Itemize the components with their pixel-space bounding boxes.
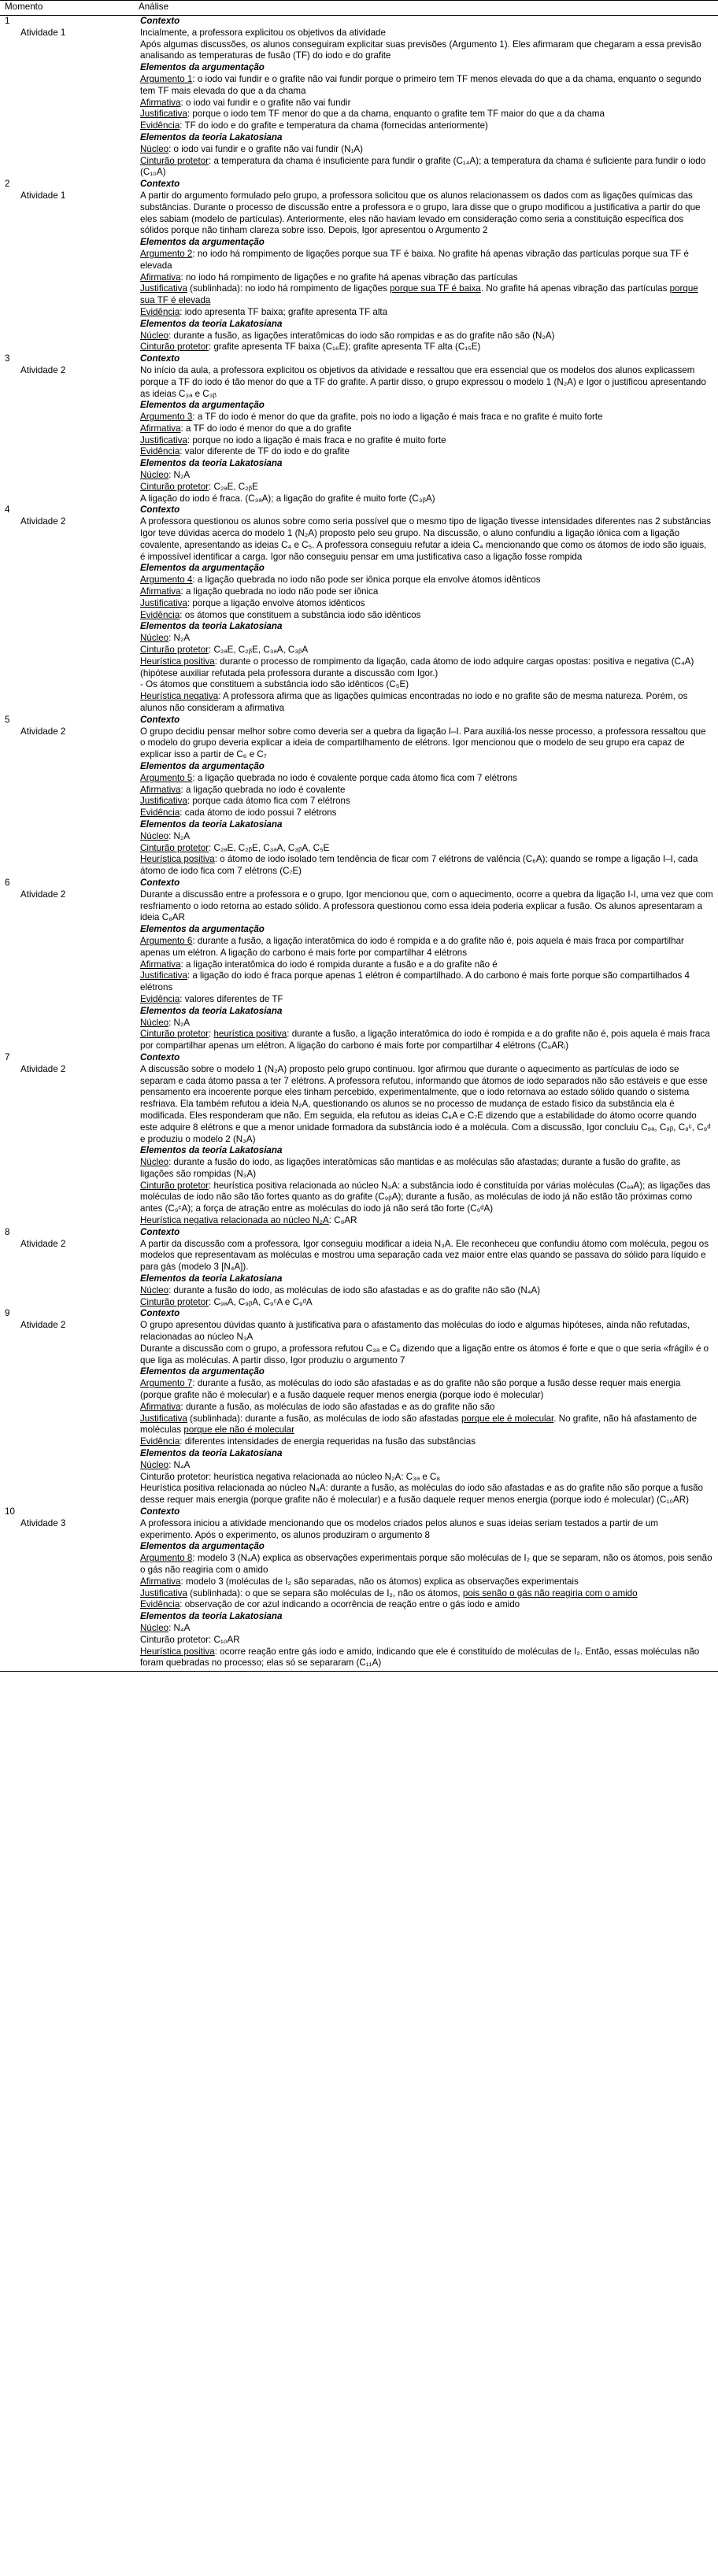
labeled-line xyxy=(140,1599,713,1611)
line-label: Heurística negativa xyxy=(140,691,219,702)
labeled-line xyxy=(140,482,713,493)
momento-number: 10 xyxy=(5,1506,15,1517)
labeled-line xyxy=(140,1157,713,1181)
line-label: Afirmativa xyxy=(140,959,181,970)
labeled-line xyxy=(140,109,713,120)
line-text: : no iodo há rompimento de ligações porque sua TF é baixa. No grafite há apenas vibração das partículas porque sua TF é elevada xyxy=(140,248,689,271)
paragraph: A professora questionou os alunos sobre como seria possível que o mesmo tipo de ligação tivesse intensidades diferentes nas 2 substâncias xyxy=(140,516,712,527)
line-label: Justificativa xyxy=(140,1587,187,1598)
momento-number: 1 xyxy=(5,16,10,26)
line-text: (sublinhada): no iodo há rompimento de ligações xyxy=(187,283,390,294)
activity-label: Atividade 1 xyxy=(20,190,66,201)
labeled-line xyxy=(140,1436,713,1448)
momento-cell xyxy=(0,1506,134,1672)
labeled-line xyxy=(140,773,713,785)
analise-cell xyxy=(134,16,718,179)
paragraph: O grupo apresentou dúvidas quanto à justificativa para o afastamento das moléculas do iodo e algumas hipóteses, ainda não refutadas, relacionadas ao núcleo N₃A xyxy=(140,1320,690,1343)
line-text: : valor diferente de TF do iodo e do grafite xyxy=(180,446,350,457)
line-text: : o átomo de iodo isolado tem tendência de ficar com 7 elétrons de valência (C₆A); quando se rompe a ligação I–I, cada átomo de iodo fica com 7 elétrons (C₇E) xyxy=(140,854,698,877)
labeled-line xyxy=(140,785,713,796)
line-label: Cinturão protetor xyxy=(140,645,209,656)
table-row xyxy=(0,715,718,878)
line-label: Evidência xyxy=(140,993,180,1004)
line-text: : N₄A xyxy=(168,1622,191,1633)
line-text: : heurística positiva relacionada ao núcleo N₃A: a substância iodo é constituída por várias moléculas (C₉ₐA); as ligações das moléculas de iodo não são tão fortes quanto as do grafite (C₉ᵦA); durante a fusão, as moléculas de iodo já não estão tão próximas como antes (C₉ᶜA); a força de atração entre as moléculas do iodo já não será tão forte (C₉ᵈA) xyxy=(140,1180,711,1214)
line-label: Evidência xyxy=(140,609,180,620)
labeled-line xyxy=(140,610,713,622)
paragraph: A professora iniciou a atividade mencionando que os modelos criados pelos alunos e suas ideias seriam testados a partir de um experimento. Após o experimento, os alunos produziram o argumento 8 xyxy=(140,1517,659,1540)
line-text: : C₂ₐE, C₂ᵦE, C₃ₐA, C₃ᵦA, C₅E xyxy=(209,842,330,853)
analise-cell xyxy=(134,1052,718,1227)
line-label: Afirmativa xyxy=(140,784,181,795)
labeled-line xyxy=(140,342,713,353)
line-text: : C₂ₐE, C₂ᵦE xyxy=(209,481,258,492)
momento-cell xyxy=(0,715,134,878)
table-row xyxy=(0,179,718,353)
section-heading: Elementos da argumentação xyxy=(140,563,265,574)
labeled-line xyxy=(140,831,713,843)
header-analise: Análise xyxy=(139,2,169,13)
table-row xyxy=(0,1308,718,1506)
table-row xyxy=(0,353,718,504)
line-text: (sublinhada): o que se separa são moléculas de I₂, não os átomos, xyxy=(187,1587,463,1598)
paragraph: Cinturão protetor: heurística negativa relacionada ao núcleo N₂A: C₃ₐ e C₈ xyxy=(140,1471,441,1482)
paragraph: Durante a discussão com o grupo, a professora refutou C₃ₐ e C₈ dizendo que a ligação entre os átomos é forte e que o que seria «frágil» é o que liga as moléculas. A partir disso, Igor produziu o argumento 7 xyxy=(140,1343,709,1366)
line-label: Núcleo xyxy=(140,1622,169,1633)
analise-cell xyxy=(134,878,718,1052)
table-row xyxy=(0,1506,718,1672)
line-text: : durante a fusão do iodo, as moléculas de iodo são afastadas e as do grafite não são (N₄A) xyxy=(168,1284,541,1295)
line-label: Argumento 1 xyxy=(140,73,193,84)
line-text: . No grafite há apenas vibração das partículas xyxy=(480,283,670,294)
labeled-line xyxy=(140,843,713,855)
table-row xyxy=(0,1052,718,1227)
labeled-line xyxy=(140,959,713,971)
momento-cell xyxy=(0,1227,134,1309)
momento-cell xyxy=(0,179,134,353)
line-text: : C₈AR xyxy=(328,1215,357,1226)
line-text: : modelo 3 (N₄A) explica as observações experimentais porque são moléculas de I₂ que se separam, não os átomos, pois senão o gás não reagiria com o amido xyxy=(140,1553,712,1575)
line-label: Núcleo xyxy=(140,1017,169,1028)
section-heading: Elementos da argumentação xyxy=(140,237,265,248)
activity-label: Atividade 2 xyxy=(20,889,66,900)
section-heading: Elementos da teoria Lakatosiana xyxy=(140,1448,283,1459)
line-label: Cinturão protetor xyxy=(140,1180,209,1191)
momento-number: 7 xyxy=(5,1051,10,1063)
labeled-line xyxy=(140,598,713,610)
section-heading: Elementos da teoria Lakatosiana xyxy=(140,318,283,329)
activity-label: Atividade 2 xyxy=(20,1238,66,1249)
labeled-line xyxy=(140,796,713,808)
analise-cell xyxy=(134,715,718,878)
analise-cell xyxy=(134,1308,718,1506)
line-text: : iodo apresenta TF baixa; grafite apresenta TF alta xyxy=(180,306,388,317)
section-heading: Elementos da teoria Lakatosiana xyxy=(140,131,283,142)
underlined-text: heurística positiva xyxy=(213,1029,287,1040)
labeled-line xyxy=(140,98,713,109)
line-label: Cinturão protetor xyxy=(140,342,209,353)
line-label: Argumento 2 xyxy=(140,248,193,259)
labeled-line xyxy=(140,1553,713,1576)
line-text: : N₂A xyxy=(168,633,191,644)
line-text: (sublinhada): durante a fusão, as moléculas de iodo são afastadas xyxy=(187,1413,461,1424)
labeled-line xyxy=(140,307,713,319)
line-label: Evidência xyxy=(140,120,180,131)
line-text: : a temperatura da chama é insuficiente para fundir o grafite (C₁₄A); a temperatura da chama é suficiente para fundir o iodo (C₁₀A) xyxy=(140,155,706,178)
table-row xyxy=(0,1227,718,1309)
momento-number: 3 xyxy=(5,353,10,364)
activity-label: Atividade 2 xyxy=(20,1320,66,1331)
underlined-text: porque sua TF é baixa xyxy=(390,283,481,294)
underlined-text: porque ele é molecular xyxy=(461,1413,554,1424)
line-label: Heurística positiva xyxy=(140,656,215,667)
line-label: Argumento 7 xyxy=(140,1378,193,1389)
line-text: : a ligação quebrada no iodo é covalente porque cada átomo fica com 7 elétrons xyxy=(192,772,517,783)
line-label: Núcleo xyxy=(140,143,169,154)
line-label: Afirmativa xyxy=(140,423,181,434)
line-label: Argumento 8 xyxy=(140,1553,193,1564)
line-text: : C₉ₐA, C₉ᵦA, C₉ᶜA e C₉ᵈA xyxy=(209,1296,313,1307)
line-text: : observação de cor azul indicando a ocorrência de reação entre o gás iodo e amido xyxy=(180,1599,520,1610)
labeled-line xyxy=(140,1029,713,1052)
line-text: : modelo 3 (moléculas de I₂ são separadas, não os átomos) explica as observações experimentais xyxy=(180,1576,579,1587)
labeled-line xyxy=(140,854,713,878)
analise-cell xyxy=(134,1506,718,1672)
labeled-line xyxy=(140,1460,713,1472)
line-label: Evidência xyxy=(140,1599,180,1610)
line-label: Argumento 4 xyxy=(140,575,193,586)
labeled-line xyxy=(140,994,713,1006)
line-label: Núcleo xyxy=(140,830,169,841)
line-label: Núcleo xyxy=(140,1284,169,1295)
paragraph: No início da aula, a professora explicitou os objetivos da atividade e ressaltou que era essencial que os modelos dos alunos explicassem porque a TF do iodo é tão menor do que a TF do grafite. A partir disso, o grupo expressou o modelo 1 (N₂A) e Igor o justificou apresentando as ideias C₃ₐ e C₃ᵦ xyxy=(140,364,706,399)
momento-cell xyxy=(0,504,134,714)
context-heading: Contexto xyxy=(140,714,180,725)
paragraph: O grupo decidiu pensar melhor sobre como deveria ser a quebra da ligação I–I. Para auxiliá-los nesse processo, a professora ressaltou que o modelo do grupo deveria explicar a ideia de compartilhamento de elétrons. Igor mencionou que o modelo de seu grupo era capaz de explicar isso a partir de C₆ e C₇ xyxy=(140,726,706,760)
table-body xyxy=(0,16,718,1672)
line-text: : durante o processo de rompimento da ligação, cada átomo de iodo adquire cargas opostas: positiva e negativa (C₄A) (hipótese auxiliar refutada pela professora durante a discussão com Igor.) xyxy=(140,656,694,678)
line-label: Núcleo xyxy=(140,1459,169,1470)
section-heading: Elementos da argumentação xyxy=(140,62,265,73)
activity-label: Atividade 2 xyxy=(20,726,66,737)
line-label: Heurística positiva xyxy=(140,1646,215,1657)
line-text: : N₂A xyxy=(168,470,191,481)
underlined-text: pois senão o gás não reagiria com o amido xyxy=(462,1587,638,1598)
labeled-line xyxy=(140,586,713,598)
labeled-line xyxy=(140,156,713,179)
context-heading: Contexto xyxy=(140,179,180,190)
activity-label: Atividade 3 xyxy=(20,1517,66,1528)
labeled-line xyxy=(140,446,713,458)
line-text: : a ligação do iodo é fraca porque apenas 1 elétron é compartilhado. A do carbono é mais forte porque são compartilhados 4 elétrons xyxy=(140,970,690,993)
analise-cell xyxy=(134,353,718,504)
line-label: Afirmativa xyxy=(140,97,181,108)
activity-label: Atividade 1 xyxy=(20,27,66,38)
analise-cell xyxy=(134,504,718,714)
section-heading: Elementos da teoria Lakatosiana xyxy=(140,1005,283,1016)
labeled-line xyxy=(140,691,713,715)
labeled-line xyxy=(140,331,713,342)
labeled-line xyxy=(140,808,713,819)
labeled-line xyxy=(140,1181,713,1215)
paragraph: A partir da discussão com a professora, Igor conseguiu modificar a ideia N₃A. Ele reconheceu que confundiu átomo com molécula, pegou os modelos que representavam as moléculas e mostrou uma separação cada vez maior entre elas quando se passava do sólido para líquido e para gás (modelo 3 [N₄A]). xyxy=(140,1238,709,1273)
context-heading: Contexto xyxy=(140,877,180,888)
analise-cell xyxy=(134,1227,718,1309)
line-label: Cinturão protetor xyxy=(140,1296,209,1307)
section-heading: Elementos da argumentação xyxy=(140,761,265,771)
labeled-line xyxy=(140,645,713,656)
line-text: : durante a fusão, as moléculas de iodo são afastadas e as do grafite não são xyxy=(180,1401,495,1412)
line-label: Cinturão protetor xyxy=(140,1029,209,1040)
line-label: Evidência xyxy=(140,808,180,819)
line-text: : ocorre reação entre gás iodo e amido, indicando que ele é constituído de moléculas de I₂. Então, essas moléculas não foram quebradas no processo; elas só se separaram (C₁₁A) xyxy=(140,1646,700,1669)
momento-number: 2 xyxy=(5,179,10,190)
line-label: Cinturão protetor xyxy=(140,155,209,166)
momento-number: 5 xyxy=(5,714,10,725)
context-heading: Contexto xyxy=(140,504,180,516)
line-label: Justificativa xyxy=(140,283,187,294)
labeled-line xyxy=(140,656,713,680)
line-text: : durante a fusão do iodo, as ligações interatômicas são mantidas e as moléculas são afastadas; durante a fusão do grafite, as ligações são rompidas (N₃A) xyxy=(140,1157,681,1179)
labeled-line xyxy=(140,1285,713,1297)
labeled-line xyxy=(140,1402,713,1414)
line-label: Justificativa xyxy=(140,434,187,445)
table-row xyxy=(0,16,718,179)
line-label: Evidência xyxy=(140,1436,180,1447)
line-text: : xyxy=(209,1029,214,1040)
line-text: : N₂A xyxy=(168,1017,191,1028)
header-momento: Momento xyxy=(5,2,43,13)
line-label: Justificativa xyxy=(140,109,187,120)
momento-number: 6 xyxy=(5,877,10,888)
line-text: : N₂A xyxy=(168,830,191,841)
section-heading: Elementos da teoria Lakatosiana xyxy=(140,1273,283,1284)
labeled-line xyxy=(140,575,713,586)
line-text: : a ligação quebrada no iodo é covalente xyxy=(180,784,346,795)
line-text: : valores diferentes de TF xyxy=(180,993,283,1004)
line-text: . No grafite, não há afastamento de moléculas xyxy=(140,1413,698,1436)
line-label: Justificativa xyxy=(140,796,187,807)
labeled-line xyxy=(140,272,713,284)
labeled-line xyxy=(140,144,713,156)
line-text: : a TF do iodo é menor do que da grafite, pois no iodo a ligação é mais fraca e no grafite é muito forte xyxy=(192,412,603,423)
activity-label: Atividade 2 xyxy=(20,1063,66,1074)
momento-cell xyxy=(0,353,134,504)
context-heading: Contexto xyxy=(140,1506,180,1517)
labeled-line xyxy=(140,1623,713,1635)
momento-number: 4 xyxy=(5,504,10,516)
line-label: Heurística positiva xyxy=(140,854,215,865)
context-heading: Contexto xyxy=(140,1226,180,1237)
section-heading: Elementos da argumentação xyxy=(140,924,265,935)
line-text: : grafite apresenta TF baixa (C₁₆E); grafite apresenta TF alta (C₁₅E) xyxy=(209,342,481,353)
line-text: : a TF do iodo é menor do que a do grafite xyxy=(180,423,352,434)
section-heading: Elementos da argumentação xyxy=(140,400,265,411)
line-label: Núcleo xyxy=(140,330,169,341)
activity-label: Atividade 2 xyxy=(20,516,66,527)
labeled-line xyxy=(140,1215,713,1227)
table-row xyxy=(0,504,718,714)
line-text: : a ligação interatômica do iodo é rompida durante a fusão e a do grafite não é xyxy=(180,959,498,970)
labeled-line xyxy=(140,423,713,435)
line-label: Justificativa xyxy=(140,597,187,608)
momento-cell xyxy=(0,16,134,179)
line-label: Argumento 5 xyxy=(140,772,193,783)
labeled-line xyxy=(140,1646,713,1670)
momento-number: 8 xyxy=(5,1226,10,1237)
paragraph: A ligação do iodo é fraca. (C₃ₐA); a ligação do grafite é muito forte (C₃ᵦA) xyxy=(140,493,435,504)
labeled-line xyxy=(140,1414,713,1437)
paragraph: A partir do argumento formulado pelo grupo, a professora solicitou que os alunos relacionassem os dados com as ligações químicas das substâncias. Durante o processo de discussão entre a professora e o grupo, Iara disse que o grupo modificou a justificativa a partir do que eles sabiam (modelo de partículas). Anteriormente, eles não haviam levado em consideração como seria a constituição específica dos sólidos porque não tinham clareza sobre isso. Depois, Igor apresentou o Argumento 2 xyxy=(140,190,701,236)
line-label: Argumento 3 xyxy=(140,412,193,423)
table-row xyxy=(0,878,718,1052)
labeled-line xyxy=(140,1297,713,1309)
labeled-line xyxy=(140,283,713,307)
line-label: Argumento 6 xyxy=(140,935,193,946)
paragraph: Igor teve dúvidas acerca do modelo 1 (N₂A) proposto pelo seu grupo. Na discussão, o aluno confundiu a ligação iônica com a ligação covalente, apresentando as ideias C₄ e C₅. A professora conseguiu refutar a ideia C₄ mencionando que como os átomos de iodo são iguais, é impossível identificar a carga. Igor não conseguiu pensar em uma justificativa caso a ligação fosse rompida xyxy=(140,528,707,562)
paragraph: Cinturão protetor: C₁₀AR xyxy=(140,1634,240,1645)
section-heading: Elementos da teoria Lakatosiana xyxy=(140,458,283,469)
line-text: : durante a fusão, a ligação interatômica do iodo é rompida e a do grafite não é, pois aquela é mais fraca por compartilhar apenas um elétron. A ligação do carbono é mais forte por compartilhar 4 elétrons (C₈ARᵢ) xyxy=(140,1029,710,1051)
line-text: : porque o iodo tem TF menor do que a da chama, enquanto o grafite tem TF maior do que a da chama xyxy=(187,109,605,120)
line-text: : a ligação quebrada no iodo não pode ser iônica porque ela envolve átomos idênticos xyxy=(192,575,541,586)
labeled-line xyxy=(140,1018,713,1029)
line-label: Justificativa xyxy=(140,970,187,981)
momento-cell xyxy=(0,1052,134,1227)
line-text: : cada átomo de iodo possui 7 elétrons xyxy=(180,808,337,819)
activity-label: Atividade 2 xyxy=(20,364,66,375)
underlined-text: porque ele não é molecular xyxy=(183,1425,294,1436)
line-label: Afirmativa xyxy=(140,1401,181,1412)
line-label: Afirmativa xyxy=(140,272,181,283)
line-label: Núcleo xyxy=(140,1157,169,1168)
paragraph: Heurística positiva relacionada ao núcleo N₄A: durante a fusão, as moléculas do iodo são afastadas e as do grafite não são porque a fusão desse requer mais energia (porque grafite não é molecular) e a fusão daquele requer menos energia (porque iodo é molecular) (C₁₀AR) xyxy=(140,1483,703,1506)
line-text: : os átomos que constituem a substância iodo são idênticos xyxy=(180,609,421,620)
line-label: Afirmativa xyxy=(140,586,181,597)
line-text: : o iodo vai fundir e o grafite não vai fundir (N₁A) xyxy=(168,143,363,154)
labeled-line xyxy=(140,249,713,272)
context-heading: Contexto xyxy=(140,1308,180,1319)
line-label: Cinturão protetor xyxy=(140,842,209,853)
line-text: : a ligação quebrada no iodo não pode ser iônica xyxy=(180,586,379,597)
line-label: Núcleo xyxy=(140,470,169,481)
paragraph: Após algumas discussões, os alunos conseguiram explicitar suas previsões (Argumento 1). Eles afirmaram que chegaram a essa previsão analisando as temperaturas de fusão (TF) do iodo e do grafite xyxy=(140,39,701,61)
table-header-row xyxy=(0,1,718,16)
context-heading: Contexto xyxy=(140,353,180,364)
labeled-line xyxy=(140,120,713,132)
paragraph: Durante a discussão entre a professora e o grupo, Igor mencionou que, com o aquecimento, ocorre a quebra da ligação I-I, uma vez que com resfriamento o iodo retorna ao estado sólido. A professora questionou como essa ideia poderia explicar a fusão. Os alunos apresentaram a ideia C₈AR xyxy=(140,889,713,923)
line-text: : no iodo há rompimento de ligações e no grafite há apenas vibração das partículas xyxy=(180,272,518,283)
context-heading: Contexto xyxy=(140,1051,180,1063)
section-heading: Elementos da teoria Lakatosiana xyxy=(140,621,283,632)
line-label: Evidência xyxy=(140,306,180,317)
line-label: Afirmativa xyxy=(140,1576,181,1587)
line-text: : o iodo vai fundir e o grafite não vai fundir xyxy=(180,97,351,108)
labeled-line xyxy=(140,435,713,447)
momento-number: 9 xyxy=(5,1308,10,1319)
underlined-text: porque sua TF é elevada xyxy=(140,283,698,306)
section-heading: Elementos da teoria Lakatosiana xyxy=(140,1145,283,1156)
labeled-line xyxy=(140,470,713,482)
paragraph: - Os átomos que constituem a substância iodo são idênticos (C₅E) xyxy=(140,679,409,690)
line-text: : porque cada átomo fica com 7 elétrons xyxy=(187,796,350,807)
section-heading: Elementos da teoria Lakatosiana xyxy=(140,819,283,830)
line-text: : durante a fusão, as ligações interatômicas do iodo são rompidas e as do grafite não são (N₂A) xyxy=(168,330,555,341)
section-heading: Elementos da teoria Lakatosiana xyxy=(140,1611,283,1622)
labeled-line xyxy=(140,1378,713,1402)
labeled-line xyxy=(140,633,713,645)
line-label: Cinturão protetor xyxy=(140,481,209,492)
labeled-line xyxy=(140,936,713,959)
line-text: : durante a fusão, as moléculas do iodo são afastadas e as do grafite não são porque a fusão desse requer mais energia (porque grafite não é molecular) e a fusão daquele requer menos energia (porque iodo é molecular) xyxy=(140,1378,681,1401)
line-text: : diferentes intensidades de energia requeridas na fusão das substâncias xyxy=(180,1436,476,1447)
labeled-line xyxy=(140,412,713,423)
analise-cell xyxy=(134,179,718,353)
line-label: Heurística negativa relacionada ao núcleo N₂A xyxy=(140,1215,329,1226)
line-text: : A professora afirma que as ligações químicas encontradas no iodo e no grafite são de mesma natureza. Porém, os alunos não consideram a afirmativa xyxy=(140,691,688,714)
labeled-line xyxy=(140,1576,713,1588)
line-text: : porque a ligação envolve átomos idênticos xyxy=(187,597,365,608)
labeled-line xyxy=(140,970,713,994)
labeled-line xyxy=(140,1588,713,1600)
momento-cell xyxy=(0,1308,134,1506)
context-heading: Contexto xyxy=(140,16,180,26)
line-text: : durante a fusão, a ligação interatômica do iodo é rompida e a do grafite não é, pois aquela é mais fraca por compartilhar apenas um elétron. A ligação do carbono é mais forte por compartilhar 4 elétrons xyxy=(140,935,684,958)
line-text: : N₄A xyxy=(168,1459,191,1470)
line-text: : C₂ₐE, C₂ᵦE, C₃ₐA, C₃ᵦA xyxy=(209,645,309,656)
momento-cell xyxy=(0,878,134,1052)
line-text: : porque no iodo a ligação é mais fraca e no grafite é muito forte xyxy=(187,434,446,445)
section-heading: Elementos da argumentação xyxy=(140,1366,265,1377)
line-label: Núcleo xyxy=(140,633,169,644)
labeled-line xyxy=(140,74,713,98)
line-label: Justificativa xyxy=(140,1413,187,1424)
line-label: Evidência xyxy=(140,446,180,457)
line-text: : TF do iodo e do grafite e temperatura da chama (fornecidas anteriormente) xyxy=(180,120,488,131)
paragraph: A discussão sobre o modelo 1 (N₂A) proposto pelo grupo continuou. Igor afirmou que durante o aquecimento as partículas de iodo se separam e cada átomo passa a ter 7 elétrons. A professora refutou, informando que átomos de iodo separados não são estáveis e que esse pensamento era incoerente porque eles tinham percebido, experimentalmente, que o iodo retornava ao estado sólido quando o sistema resfriava. Ela também refutou a ideia N₂A, questionando os alunos se no processo de mudança de estado físico da substância ela é modificada. Eles responderam que não. Em seguida, ela refutou as ideias C₆A e C₇E dizendo que a estabilidade do átomo ocorre quando este adquire 8 elétrons e que a menor unidade formadora da substância iodo é a molécula. Com a discussão, Igor concluiu C₉ₐ, C₉ᵦ, C₉ᶜ, C₉ᵈ e produziu o modelo 2 (N₃A) xyxy=(140,1063,711,1144)
paragraph: Incialmente, a professora explicitou os objetivos da atividade xyxy=(140,27,386,38)
section-heading: Elementos da argumentação xyxy=(140,1541,265,1552)
line-text: : o iodo vai fundir e o grafite não vai fundir porque o primeiro tem TF menos elevada do que a da chama, enquanto o segundo tem TF mais elevada do que a da chama xyxy=(140,73,701,96)
